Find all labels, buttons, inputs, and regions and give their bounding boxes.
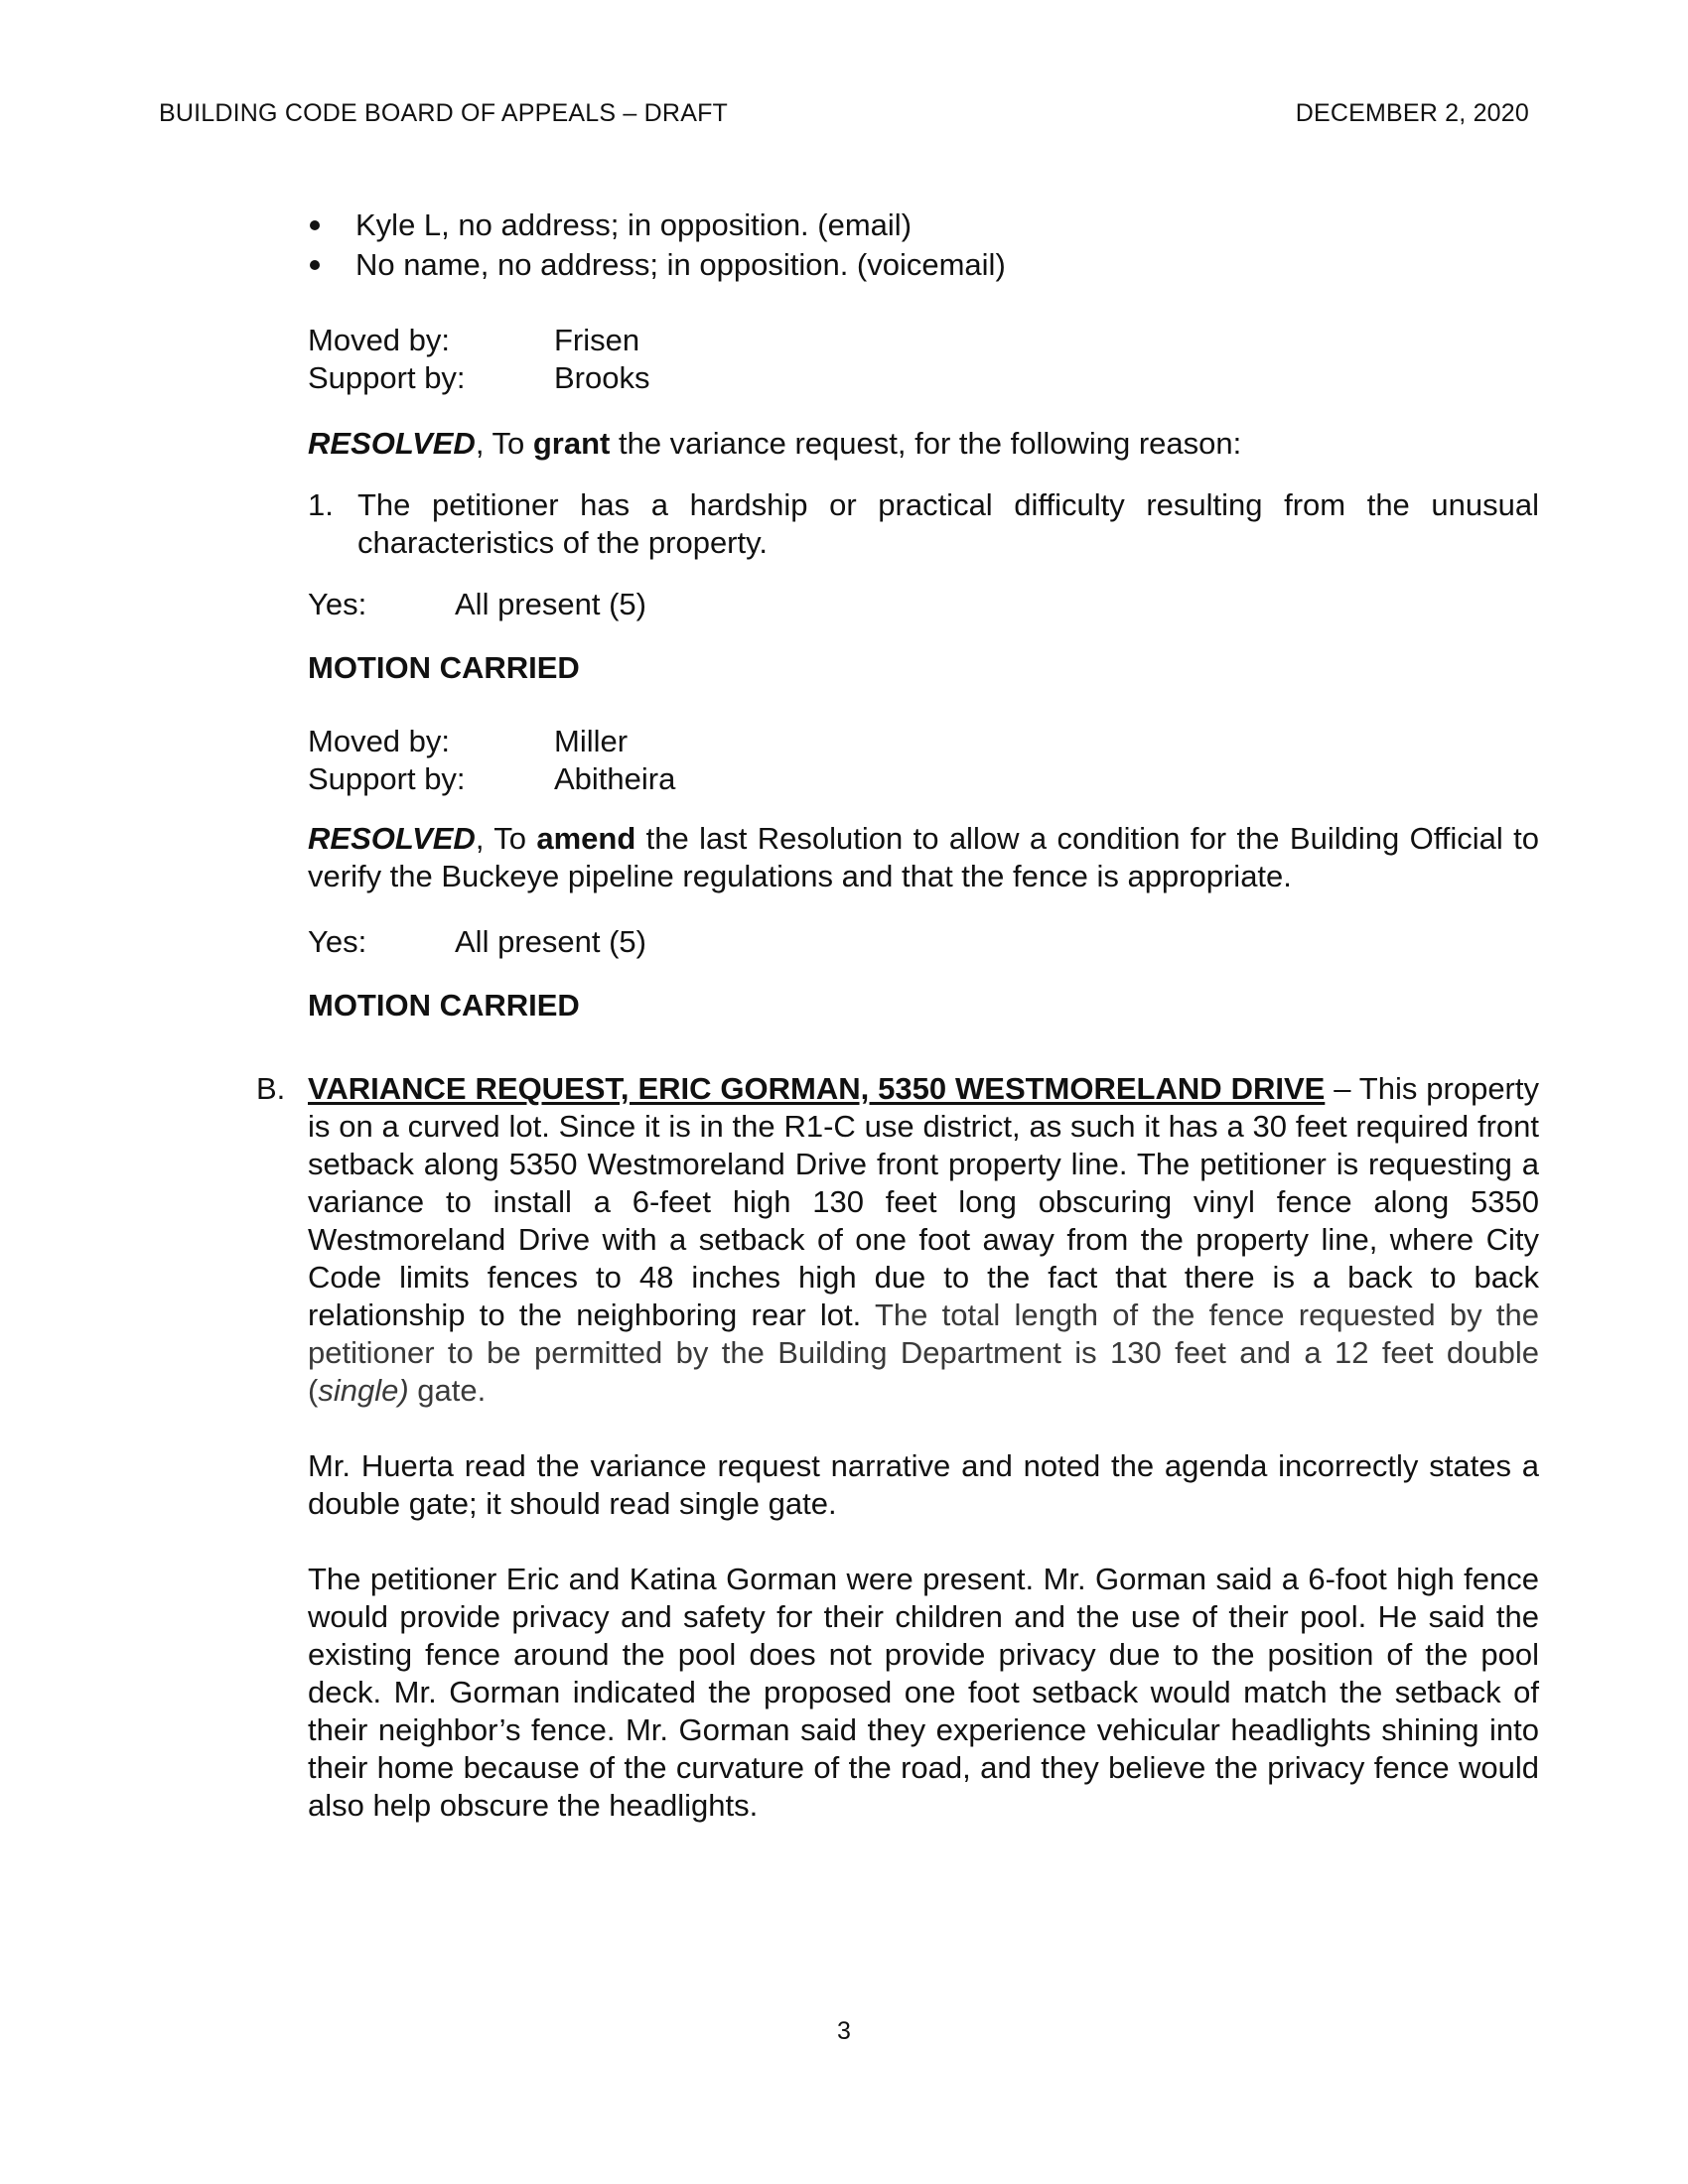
moved-by-row (308, 723, 1539, 760)
bullet-icon (310, 260, 320, 270)
moved-by-value: Frisen (554, 323, 640, 357)
list-item: No name, no address; in opposition. (voicemail) (308, 246, 1539, 284)
header-title: BUILDING CODE BOARD OF APPEALS – DRAFT (159, 99, 729, 127)
section-b (256, 1070, 1539, 1825)
reason-number: 1. (308, 487, 334, 522)
support-by-label: Support by: (308, 360, 466, 395)
support-by-value: Brooks (554, 360, 650, 395)
vote-value: All present (5) (455, 587, 646, 621)
resolved-keyword: RESOLVED (308, 821, 476, 856)
resolution-action: amend (536, 821, 636, 856)
vote-label: Yes: (308, 924, 367, 959)
support-by-value: Abitheira (554, 761, 676, 796)
moved-by-value: Miller (554, 724, 629, 758)
section-b-paragraph-3: The petitioner Eric and Katina Gorman were present. Mr. Gorman said a 6-foot high fence would provide privacy and safety for their children and the use of their pool. He said the existing fence around the pool does not provide privacy due to the position of the pool deck. Mr. Gorman indicated the proposed one foot setback would match the setback of their neighbor’s fence. Mr. Gorman said they experience vehicular headlights shining into their home because of the curvature of the road, and they believe the privacy fence would also help obscure the headlights. (308, 1562, 1539, 1823)
section-letter: B. (256, 1071, 286, 1106)
list-item: Kyle L, no address; in opposition. (email) (308, 206, 1539, 244)
motion1-movers (308, 322, 1539, 397)
support-by-row (308, 359, 1539, 397)
motion2-movers (308, 723, 1539, 798)
motion2-resolution: RESOLVED, To amend the last Resolution to allow a condition for the Building Official to verify the Buckeye pipeline regulations and that the fence is appropriate. (308, 821, 1539, 893)
moved-by-label: Moved by: (308, 724, 451, 758)
motion2-vote (308, 923, 1539, 961)
section-b-paragraph-2: Mr. Huerta read the variance request narrative and noted the agenda incorrectly states a double gate; it should read single gate. (308, 1448, 1539, 1521)
motion1-result: MOTION CARRIED (308, 650, 580, 685)
bullet-icon (310, 220, 320, 230)
reason-list (308, 486, 1539, 562)
motion2-result: MOTION CARRIED (308, 988, 580, 1023)
vote-value: All present (5) (455, 924, 646, 959)
support-by-row (308, 760, 1539, 798)
vote-label: Yes: (308, 587, 367, 621)
moved-by-row (308, 322, 1539, 359)
support-by-label: Support by: (308, 761, 466, 796)
resolution-action: grant (532, 426, 611, 461)
motion1-vote (308, 586, 1539, 623)
section-b-intro: VARIANCE REQUEST, ERIC GORMAN, 5350 WESTMORELAND DRIVE – This property is on a curved lot. Since it is in the R1-C use district, as such it has a 30 feet required front setback along 5350 Westmoreland Drive front property line. The petitioner is requesting a variance to install a 6-feet high 130 feet long obscuring vinyl fence along 5350 Westmoreland Drive with a setback of one foot away from the property line, where City Code limits fences to 48 inches high due to the fact that there is a back to back relationship to the neighboring rear lot. The total length of the fence requested by the petitioner to be permitted by the Building Department is 130 feet and a 12 feet double (single) gate. (308, 1071, 1539, 1408)
page-number: 3 (837, 2017, 851, 2045)
resolved-keyword: RESOLVED (308, 426, 476, 461)
reason-text: The petitioner has a hardship or practical difficulty resulting from the unusual characteristics of the property. (357, 487, 1539, 560)
section-title: VARIANCE REQUEST, ERIC GORMAN, 5350 WESTMORELAND DRIVE (308, 1071, 1326, 1106)
moved-by-label: Moved by: (308, 323, 451, 357)
comment-list (308, 206, 1539, 286)
header-date: DECEMBER 2, 2020 (1295, 99, 1529, 127)
motion1-resolution: RESOLVED, To grant the variance request, for the following reason: (308, 426, 1242, 461)
